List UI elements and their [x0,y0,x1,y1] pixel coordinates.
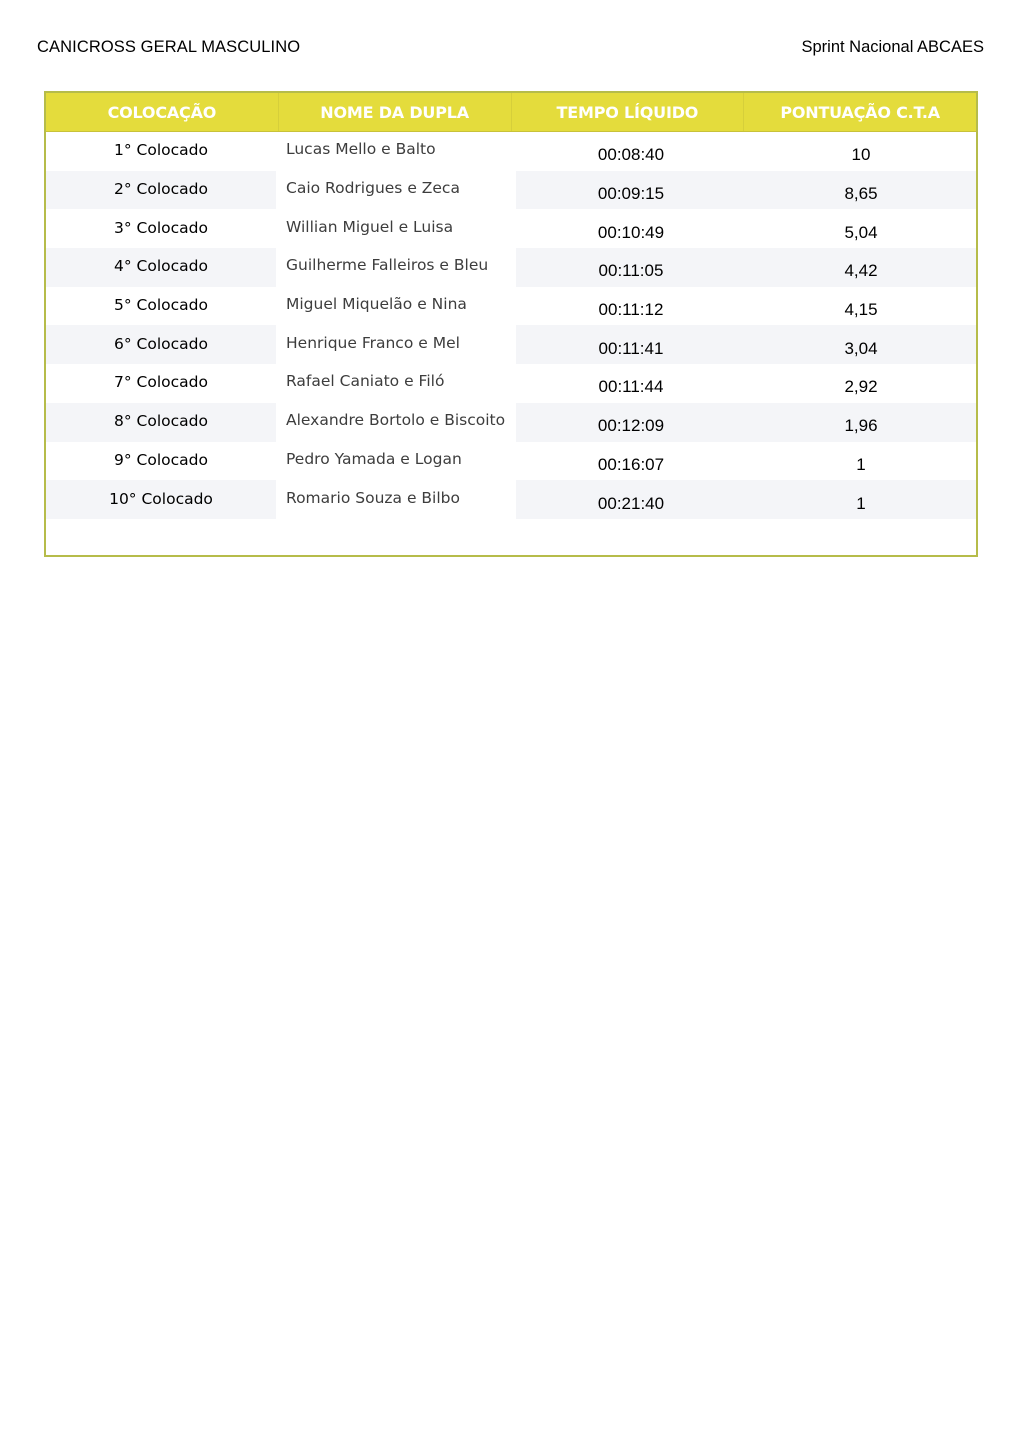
table-row [46,287,976,326]
net-time-cell: 00:11:05 [598,261,664,281]
team-name-cell: Alexandre Bortolo e Biscoito [276,403,516,442]
points-cell: 4,15 [844,300,878,320]
column-header-time: TEMPO LÍQUIDO [512,93,745,131]
points-cell: 2,92 [844,377,878,397]
table-row [46,480,976,519]
net-time-cell: 00:21:40 [597,493,665,513]
place-cell: 5° Colocado [114,296,208,315]
points-cell: 3,04 [844,338,878,358]
empty-row [46,519,976,556]
team-name-cell: Willian Miguel e Luisa [276,209,516,248]
place-cell: 1° Colocado [114,141,208,160]
net-time-cell: 00:11:41 [598,338,664,358]
table-row [46,403,976,442]
points-cell: 1 [856,454,866,474]
team-name-cell: Rafael Caniato e Filó [276,364,516,403]
points-cell: 4,42 [844,261,878,281]
place-cell: 2° Colocado [114,180,208,199]
table-row [46,364,976,403]
net-time-cell: 00:16:07 [597,454,665,474]
team-name-cell: Henrique Franco e Mel [276,325,516,364]
table-header [46,93,976,132]
points-cell: 1,96 [844,416,878,436]
column-header-name: NOME DA DUPLA [279,93,512,131]
points-cell: 8,65 [844,184,878,204]
document-title: CANICROSS GERAL MASCULINO [37,38,301,56]
points-cell: 5,04 [844,222,878,242]
team-name-cell: Caio Rodrigues e Zeca [276,171,516,210]
place-cell: 6° Colocado [114,334,208,353]
table-row [46,209,976,248]
net-time-cell: 00:12:09 [597,416,665,436]
team-name-cell: Guilherme Falleiros e Bleu [276,248,516,287]
team-name-cell: Miguel Miquelão e Nina [276,287,516,326]
place-cell: 10° Colocado [109,489,213,508]
table-row [46,171,976,210]
table-row [46,132,976,171]
column-header-place: COLOCAÇÃO [46,93,279,131]
place-cell: 7° Colocado [114,373,208,392]
team-name-cell: Lucas Mello e Balto [276,132,516,171]
team-name-cell: Pedro Yamada e Logan [276,442,516,481]
event-name: Sprint Nacional ABCAES [801,38,984,56]
net-time-cell: 00:11:12 [598,300,664,320]
place-cell: 9° Colocado [114,450,208,469]
net-time-cell: 00:11:44 [598,377,664,397]
place-cell: 3° Colocado [114,218,208,237]
net-time-cell: 00:08:40 [597,145,665,165]
table-body [46,132,976,556]
place-cell: 8° Colocado [114,412,208,431]
points-cell: 1 [856,493,866,513]
points-cell: 10 [851,145,871,165]
table-row [46,248,976,287]
net-time-cell: 00:10:49 [597,222,665,242]
column-header-points: PONTUAÇÃO C.T.A [780,102,940,122]
net-time-cell: 00:09:15 [597,184,665,204]
table-row [46,442,976,481]
results-table [44,91,978,557]
place-cell: 4° Colocado [114,257,208,276]
table-row [46,325,976,364]
team-name-cell: Romario Souza e Bilbo [276,480,516,519]
